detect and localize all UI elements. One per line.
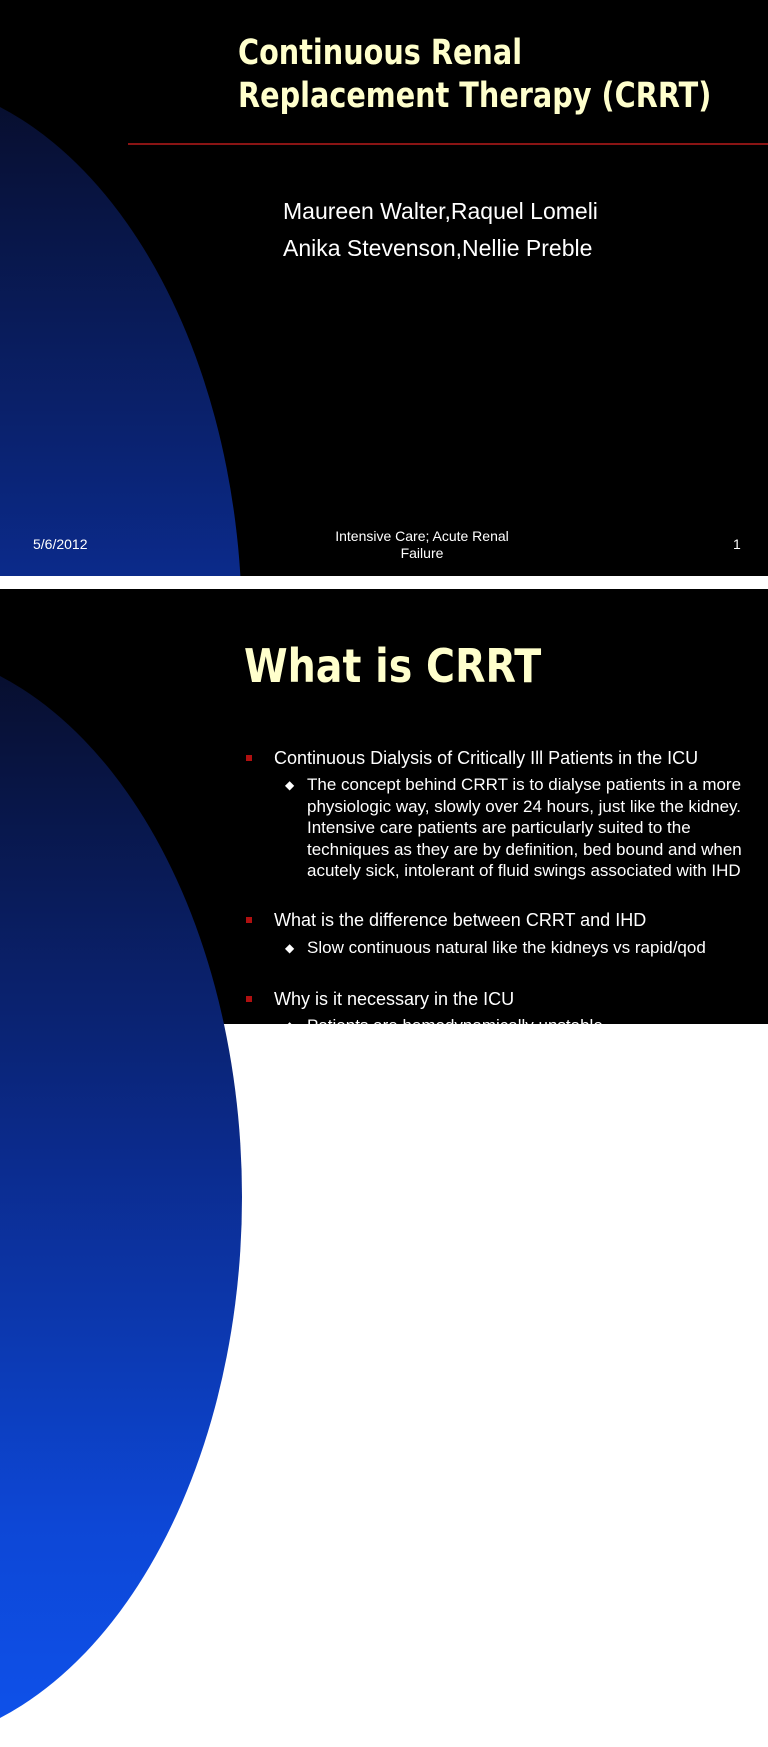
square-bullet-icon: [246, 755, 252, 761]
authors-line-1: Maureen Walter,Raquel Lomeli: [283, 198, 598, 224]
slide-2: [0, 589, 768, 1035]
square-bullet-icon: [246, 917, 252, 923]
slide-separator: [0, 576, 768, 589]
square-bullet-icon: [246, 996, 252, 1002]
sub-bullet-text: The concept behind CRRT is to dialyse patients in a more physiologic way, slowly over 24 hours, just like the kidney. Intensive care patients are particularly suited to the techniques as they are by definition, bed bound and when acutely sick, intolerant of fluid swings associated with IHD: [307, 775, 742, 880]
sub-bullet-item: [285, 937, 707, 959]
bullet-text: Why is it necessary in the ICU: [274, 989, 515, 1009]
footer-center-line-1: Intensive Care; Acute Renal: [335, 528, 509, 544]
bullet-text: What is the difference between CRRT and IHD: [274, 910, 647, 930]
slide-title-line-1: Continuous Renal: [238, 33, 523, 73]
footer-date: 5/6/2012: [33, 536, 88, 552]
diamond-bullet-icon: ◆: [285, 1019, 295, 1033]
sub-bullet-text: Slow continuous natural like the kidneys vs rapid/qod: [307, 938, 706, 957]
sub-bullet-item: [285, 774, 747, 882]
slide-title: What is CRRT: [244, 639, 542, 693]
authors-line-2: Anika Stevenson,Nellie Preble: [283, 235, 593, 261]
bullet-item: [274, 988, 514, 1010]
sub-bullet-text: Patients are hemodynamically unstable: [307, 1016, 603, 1035]
bullet-item: [274, 909, 646, 931]
footer-page-number: 1: [733, 536, 741, 552]
title-divider: [128, 143, 768, 145]
decorative-blue-arc: [0, 589, 244, 1024]
decorative-blue-arc: [0, 0, 244, 576]
diamond-bullet-icon: ◆: [285, 941, 295, 955]
footer-center-text: [322, 528, 522, 562]
sub-bullet-item: [285, 1015, 747, 1037]
slide-title-line-2: Replacement Therapy (CRRT): [238, 76, 712, 116]
slide-1: [0, 0, 768, 576]
bullet-text: Continuous Dialysis of Critically Ill Patients in the ICU: [274, 748, 699, 768]
bullet-item: [274, 747, 698, 769]
footer-center-line-2: Failure: [400, 545, 444, 561]
diamond-bullet-icon: ◆: [285, 778, 295, 792]
